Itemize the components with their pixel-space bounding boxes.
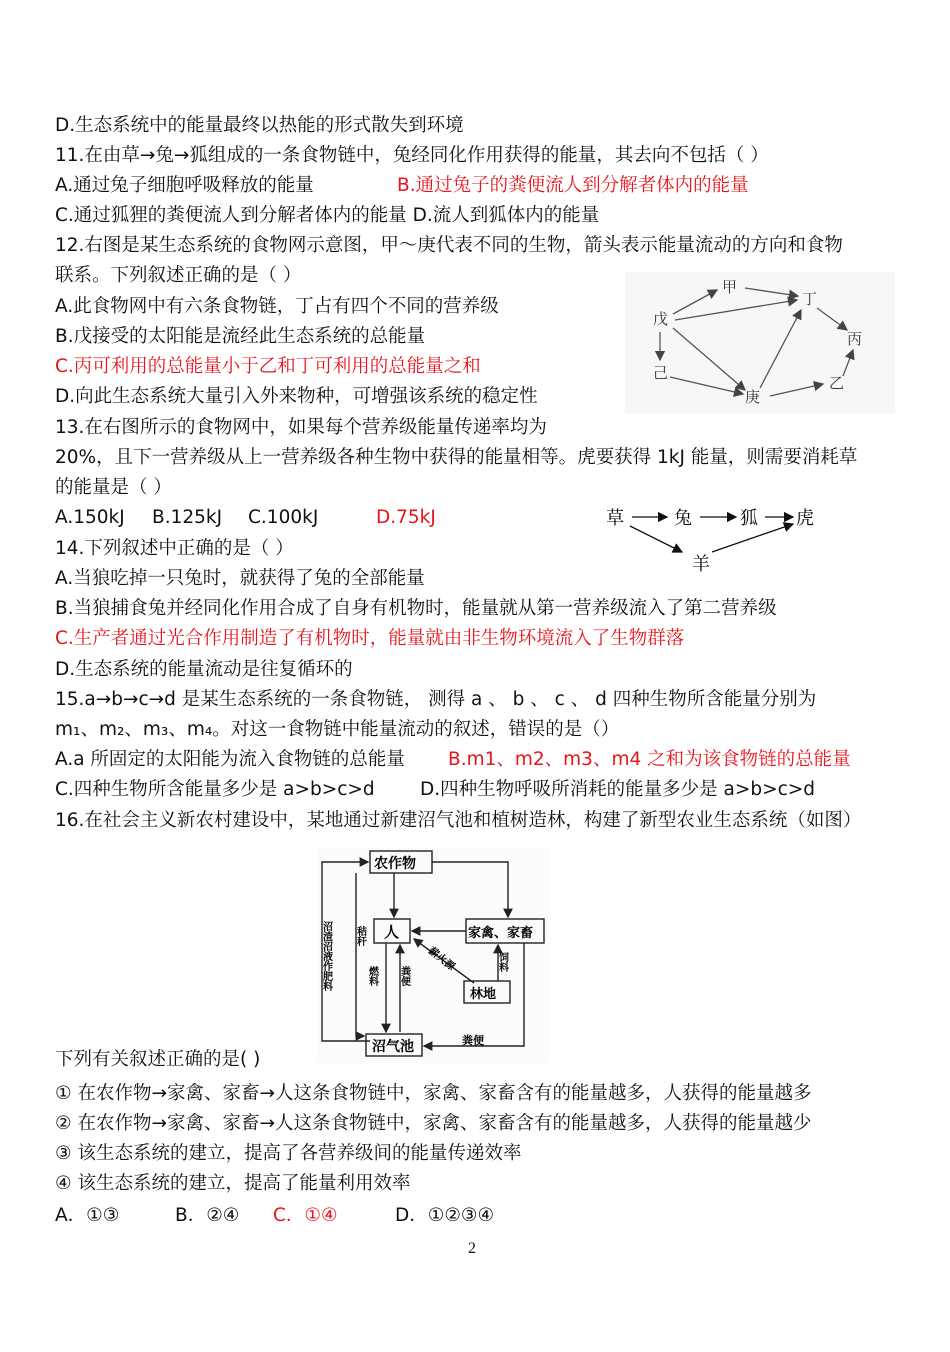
node-yang: 羊 <box>692 554 710 575</box>
node-wu: 戊 <box>653 310 669 328</box>
statement-3: ③ 该生态系统的建立，提高了各营养级间的能量传递效率 <box>55 1143 522 1164</box>
q15-option-b-answer: B.m1、m2、m3、m4 之和为该食物链的总能量 <box>448 749 851 770</box>
node-yi: 乙 <box>829 374 845 392</box>
question-16-stem: 下列有关叙述正确的是( ) <box>55 1049 261 1070</box>
box-crop: 农作物 <box>374 856 416 872</box>
statement-2: ② 在农作物→家禽、家畜→人这条食物链中，家禽、家畜含有的能量越多，人获得的能量越少 <box>55 1113 812 1134</box>
label-fuel: 燃料 <box>366 966 378 986</box>
label-manure1: 粪便 <box>398 966 410 986</box>
q12-option-b: B.戊接受的太阳能是流经此生态系统的总能量 <box>55 326 426 347</box>
box-person: 人 <box>384 923 400 941</box>
node-ding: 丁 <box>802 290 818 308</box>
question-13: 13.在右图所示的食物网中，如果每个营养级能量传递率均为 <box>55 417 547 438</box>
box-livestock: 家禽、家畜 <box>468 926 534 941</box>
label-slurry: 沼渣沼液作肥料 <box>320 921 332 991</box>
q11-option-cd: C.通过狐狸的粪便流人到分解者体内的能量 D.流人到狐体内的能量 <box>55 205 600 226</box>
node-tu: 兔 <box>674 508 692 529</box>
box-forest: 林地 <box>470 987 497 1002</box>
q13-option-d-answer: D.75kJ <box>376 507 436 528</box>
statement-4: ④ 该生态系统的建立，提高了能量利用效率 <box>55 1173 411 1194</box>
question-15: 15.a→b→c→d 是某生态系统的一条食物链， 测得 a 、 b 、 c 、 d 四种生物所含能量分别为 <box>55 689 817 710</box>
q15-option-c: C.四种生物所含能量多少是 a>b>c>d <box>55 779 375 800</box>
q11-option-a: A.通过兔子细胞呼吸释放的能量 <box>55 175 314 196</box>
q13-option-b: B.125kJ <box>152 507 223 528</box>
node-ji: 己 <box>653 364 669 382</box>
node-jia: 甲 <box>722 278 738 296</box>
q16-option-b: B．②④ <box>175 1205 240 1226</box>
q12-option-a: A.此食物网中有六条食物链，丁占有四个不同的营养级 <box>55 296 499 317</box>
food-web-figure-13 <box>600 500 830 580</box>
question-16: 16.在社会主义新农村建设中，某地通过新建沼气池和植树造林，构建了新型农业生态系统（如图） <box>55 810 862 831</box>
q16-option-d: D．①②③④ <box>395 1205 495 1226</box>
box-biogas: 沼气池 <box>372 1039 414 1055</box>
question-13-cont: 20%，且下一营养级从上一营养级各种生物中获得的能量相等。虎要获得 1kJ 能量，则需要消耗草 <box>55 447 858 468</box>
q14-option-d: D.生态系统的能量流动是往复循环的 <box>55 659 353 680</box>
node-hu: 狐 <box>740 508 758 529</box>
food-web-figure-12 <box>625 272 895 414</box>
q14-option-c-answer: C.生产者通过光合作用制造了有机物时，能量就由非生物环境流入了生物群落 <box>55 628 685 649</box>
q15-option-a: A.a 所固定的太阳能为流入食物链的总能量 <box>55 749 405 770</box>
label-feed: 饲料 <box>496 952 508 972</box>
statement-1: ① 在农作物→家禽、家畜→人这条食物链中，家禽、家畜含有的能量越多，人获得的能量越多 <box>55 1083 812 1104</box>
q16-option-c-answer: C．①④ <box>273 1205 338 1226</box>
question-14: 14.下列叙述中正确的是（ ） <box>55 538 294 559</box>
question-13-cont2: 的能量是（ ） <box>55 477 172 498</box>
q12-option-d: D.向此生态系统大量引入外来物种，可增强该系统的稳定性 <box>55 386 538 407</box>
q13-option-c: C.100kJ <box>248 507 319 528</box>
node-cao: 草 <box>606 508 624 529</box>
question-12: 12.右图是某生态系统的食物网示意图，甲～庚代表不同的生物，箭头表示能量流动的方向和食物 <box>55 235 843 256</box>
q14-option-b: B.当狼捕食兔并经同化作用合成了自身有机物时，能量就从第一营养级流入了第二营养级 <box>55 598 777 619</box>
question-11: 11.在由草→兔→狐组成的一条食物链中，兔经同化作用获得的能量，其去向不包括（ ） <box>55 145 769 166</box>
ecosystem-figure-16 <box>316 846 550 1064</box>
page-number: 2 <box>468 1240 476 1257</box>
q14-option-a: A.当狼吃掉一只兔时，就获得了兔的全部能量 <box>55 568 425 589</box>
q13-option-a: A.150kJ <box>55 507 125 528</box>
node-laohu: 虎 <box>796 508 814 529</box>
q16-option-a: A．①③ <box>55 1205 120 1226</box>
question-12-cont: 联系。下列叙述正确的是（ ） <box>55 265 302 286</box>
label-manure2: 粪便 <box>462 1034 484 1047</box>
node-geng: 庚 <box>745 388 761 406</box>
q11-option-b-answer: B.通过兔子的粪便流人到分解者体内的能量 <box>397 175 749 196</box>
option-d-prev: D.生态系统中的能量最终以热能的形式散失到环境 <box>55 115 464 136</box>
label-straw: 秸秆 <box>354 926 366 946</box>
q15-option-d: D.四种生物呼吸所消耗的能量多少是 a>b>c>d <box>420 779 816 800</box>
q12-option-c-answer: C.丙可利用的总能量小于乙和丁可利用的总能量之和 <box>55 356 481 377</box>
label-wood: 薪火源 <box>426 945 457 973</box>
node-bing: 丙 <box>847 330 863 348</box>
question-15-cont: m₁、m₂、m₃、m₄。对这一食物链中能量流动的叙述，错误的是（） <box>55 719 620 740</box>
